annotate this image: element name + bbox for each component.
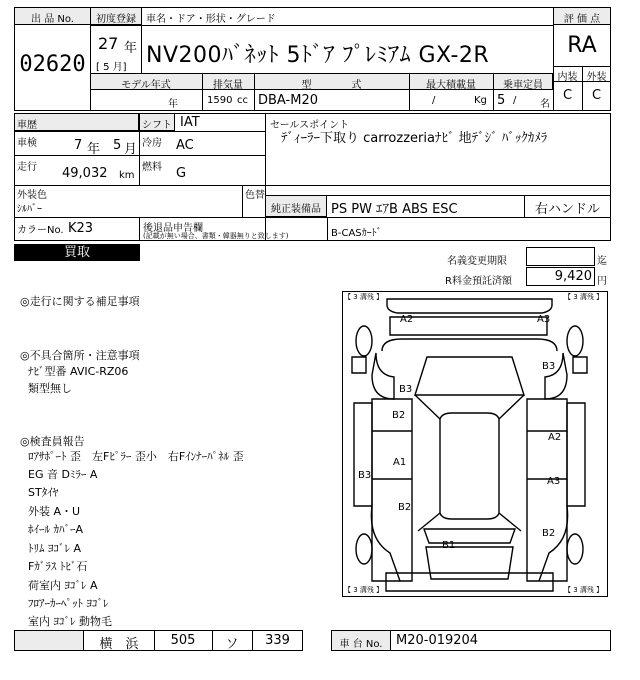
max-load-unit: Kg [474,95,487,106]
displacement-unit: cc [237,95,248,106]
handle-value: 右ハンドル [534,202,600,217]
car-outline [342,291,608,597]
inspector-line-10: 室内 ﾖｺﾞﾚ 動物毛 [28,615,112,628]
driving-notes-title: ◎走行に関する補足事項 [20,295,140,308]
mark-left-side: B3 [358,470,372,481]
tire-tread-br: 【 3 溝残 】 [564,586,604,594]
name-change-label: 名義変更期限 [447,256,507,267]
divider [493,73,494,111]
shift-value: IAT [180,115,200,130]
inspector-line-9: ﾌﾛｱｰｶｰﾍﾟｯﾄ ﾖｺﾞﾚ [28,597,109,610]
mark-front-right: A3 [537,314,551,325]
mileage-unit: km [119,170,135,181]
tire-tread-bl: 【 3 溝残 】 [344,586,384,594]
divider [90,25,553,26]
mileage-value: 49,032 [62,166,108,181]
mark-right-rear-door: A3 [547,476,561,487]
inspector-line-5: ﾎｲｰﾙ ｶﾊﾞｰA [28,523,84,536]
exterior-value: C [591,88,602,103]
color-change-label: 色替 [245,190,265,201]
color-no-value: K23 [68,221,94,236]
displacement-label: 排気量 [213,80,243,91]
tire-tread-tl: 【 3 溝残 】 [344,293,384,301]
lot-label: 出 品 No. [31,14,74,25]
genuine-equip-value: PS PW ｴｱB ABS ESC [331,202,458,217]
lot-number: 02620 [19,52,86,77]
purchase-label: 買取 [14,244,140,261]
genuine-equip-label: 純正装備品 [271,204,321,215]
tire-tread-tr: 【 3 溝残 】 [564,293,604,301]
bcas-value: B-CASｶｰﾄﾞ [331,228,382,239]
first-reg-year: 27 [98,34,119,53]
inspection-month: 5 [113,138,122,153]
mark-left-rear-door: A1 [393,457,407,468]
mark-right-rear-fender: B2 [542,528,556,539]
reg-label-cell [14,630,84,651]
shift-label: シフト [142,120,172,131]
mark-left-rear-fender: B2 [398,502,412,513]
inspector-line-3: STﾀｲﾔ [28,486,59,499]
inspector-line-1: ﾛｱｻﾎﾟｰﾄ 歪 左Fﾋﾟﾗｰ 歪小 右Fｲﾝﾅｰﾊﾟﾈﾙ 歪 [28,450,244,463]
first-reg-month: [ 5 月] [96,62,127,73]
reg-area: 横 浜 [99,637,139,652]
divider [409,73,410,111]
first-reg-year-unit: 年 [124,41,138,56]
divider [242,185,243,217]
score-value: RA [567,33,597,58]
divider [553,81,611,82]
divider [254,73,255,111]
color-no-label: カラーNo. [17,225,64,236]
ac-value: AC [176,138,194,153]
inspection-month-unit: 月 [124,142,138,157]
car-name-label: 車名・ドア・形状・グレード [146,14,276,25]
name-change-unit: 迄 [597,256,607,267]
model-year-value: 年 [168,99,178,110]
fuel-value: G [176,166,187,181]
inspector-line-4: 外装 A・U [28,505,81,518]
sales-point-text: ﾃﾞｨｰﾗｰ下取り carrozzeriaﾅﾋﾞ 地ﾃﾞｼﾞ ﾊﾞｯｸｶﾒﾗ [281,131,548,146]
car-name: NV200ﾊﾞﾈｯﾄ 5ﾄﾞｱ ﾌﾟﾚﾐｱﾑ GX-2R [146,43,490,68]
inspector-title: ◎検査員報告 [20,435,85,448]
history-label: 車歴 [17,120,37,131]
aftermarket-note: (記載が無い場合、書類・韓器無りと致します) [143,232,289,240]
divider [141,7,142,73]
exterior-color-label: 外装色 [17,190,47,201]
inspection-year-unit: 年 [87,142,101,157]
divider [265,113,266,185]
name-change-box [526,247,595,266]
capacity-label: 乗車定員 [503,80,543,91]
defects-title: ◎不具合箇所・注意事項 [20,349,140,362]
score-label: 評 価 点 [563,14,601,25]
ac-label: 冷房 [142,138,162,149]
capacity-value: 5 [497,93,506,108]
inspector-line-8: 荷室内 ﾖｺﾞﾚ A [28,579,98,592]
recycle-label: R料金預託済額 [445,276,512,287]
reg-number: 339 [265,633,290,648]
mark-front-left: A2 [400,314,414,325]
inspection-year: 7 [74,138,83,153]
divider [202,73,203,111]
exterior-color-value: ｼﾙﾊﾞｰ [17,204,42,215]
type-label: 型 式 [301,80,362,91]
divider [139,217,140,241]
interior-label: 内装 [557,72,578,83]
capacity-unit: 名 [540,99,550,110]
type-value: DBA-M20 [258,93,318,108]
chassis-value: M20-019204 [396,633,479,648]
divider [327,217,328,241]
recycle-value: 9,420 [554,269,592,284]
interior-value: C [562,88,573,103]
first-reg-label: 初度登録 [96,14,136,25]
mark-left-front-door: B2 [392,410,406,421]
inspector-line-2: EG 音 Dﾐﾗｰ A [28,468,98,481]
max-load-value: / [432,95,436,106]
defects-line-1: ﾅﾋﾞ型番 AVIC-RZ06 [28,365,129,378]
exterior-label: 外装 [586,72,607,83]
mark-rear: B1 [442,540,456,551]
divider [265,195,611,196]
aftermarket-label: 後退品申告欄 [143,223,203,234]
inspection-label: 車検 [17,138,37,149]
defects-line-2: 類型無し [28,382,72,395]
chassis-label: 車 台 No. [339,639,383,650]
mark-left-front-fender: B3 [399,384,413,395]
model-year-label: モデル年式 [121,80,171,91]
mark-right-front-fender: B3 [542,361,556,372]
inspector-line-6: ﾄﾘﾑ ﾖｺﾞﾚ A [28,542,82,555]
displacement-value: 1590 [207,95,233,106]
inspector-line-7: Fｶﾞﾗｽ ﾄﾋﾞ石 [28,560,88,573]
divider [14,217,611,218]
max-load-label: 最大積載量 [426,80,476,91]
sales-point-label: セールスポイント [270,120,350,131]
recycle-unit: 円 [597,276,607,287]
mark-right-front-door: A2 [548,432,562,443]
reg-class: 505 [170,633,196,648]
divider [14,185,611,186]
fuel-label: 燃料 [142,162,162,173]
reg-kana: ソ [225,637,239,652]
capacity-sep: / [513,95,517,106]
mileage-label: 走行 [17,162,37,173]
